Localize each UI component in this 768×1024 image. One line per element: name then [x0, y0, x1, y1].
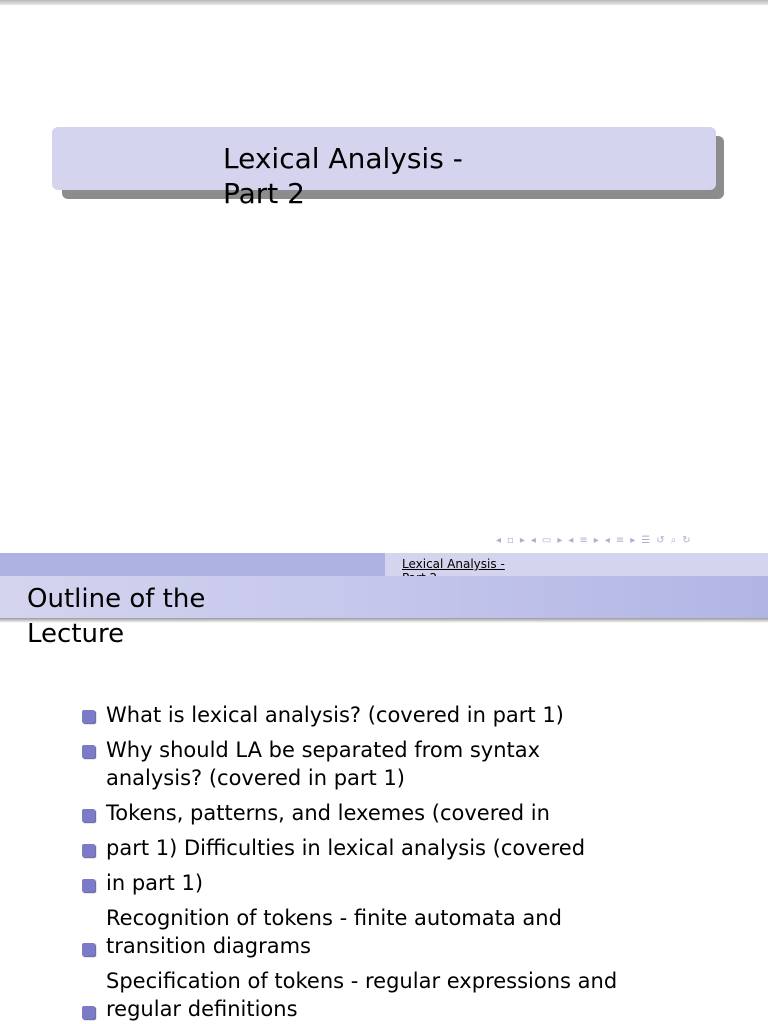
list-item: Tokens, patterns, and lexemes (covered in	[106, 801, 550, 825]
nav-left-arrow-icon[interactable]: ◂	[604, 534, 610, 546]
subsection-icon[interactable]: ≡	[615, 534, 625, 546]
nav-right-arrow-icon[interactable]: ▸	[593, 534, 599, 546]
list-item: What is lexical analysis? (covered in part 1)	[106, 703, 564, 727]
slide-title-line-2: Part 2	[223, 177, 305, 210]
bullet-icon	[82, 879, 95, 892]
section-icon[interactable]: ≡	[579, 534, 588, 546]
redo-icon[interactable]: ↻	[682, 534, 691, 546]
nav-left-arrow-icon[interactable]: ◂	[530, 534, 536, 546]
list-item: part 1) Difficulties in lexical analysis (covered	[106, 836, 586, 860]
nav-right-arrow-icon[interactable]: ▸	[557, 534, 563, 546]
list-item: Why should LA be separated from syntax	[106, 738, 541, 762]
header-short-title-line-1: Lexical Analysis -	[402, 557, 505, 571]
outline-icon[interactable]: ☰	[641, 534, 651, 546]
bullet-icon	[82, 844, 95, 857]
nav-right-arrow-icon[interactable]: ▸	[519, 534, 525, 546]
bullet-icon	[82, 943, 95, 956]
undo-icon[interactable]: ↺	[656, 534, 665, 546]
frame-title-line-2: Lecture	[27, 619, 125, 649]
frame-title-line-1: Outline of the	[27, 584, 206, 614]
frame-icon[interactable]: ▭	[541, 534, 552, 546]
list-item: Specification of tokens - regular expressions and	[106, 969, 618, 993]
nav-left-arrow-icon[interactable]: ◂	[568, 534, 574, 546]
list-item: Recognition of tokens - finite automata and	[106, 906, 562, 930]
search-icon[interactable]: ⌕	[670, 534, 677, 546]
nav-right-arrow-icon[interactable]: ▸	[630, 534, 636, 546]
slide-title-line-1: Lexical Analysis -	[223, 142, 463, 175]
nav-left-arrow-icon[interactable]: ◂	[496, 534, 502, 546]
list-item: analysis? (covered in part 1)	[106, 766, 405, 790]
bullet-icon	[82, 809, 95, 822]
list-item: in part 1)	[106, 871, 204, 895]
bullet-icon	[82, 745, 95, 758]
slide-icon[interactable]: ▫	[507, 534, 514, 546]
list-item: regular definitions	[106, 997, 298, 1021]
bullet-icon	[82, 710, 95, 723]
list-item: transition diagrams	[106, 934, 311, 958]
bullet-icon	[82, 1006, 95, 1019]
